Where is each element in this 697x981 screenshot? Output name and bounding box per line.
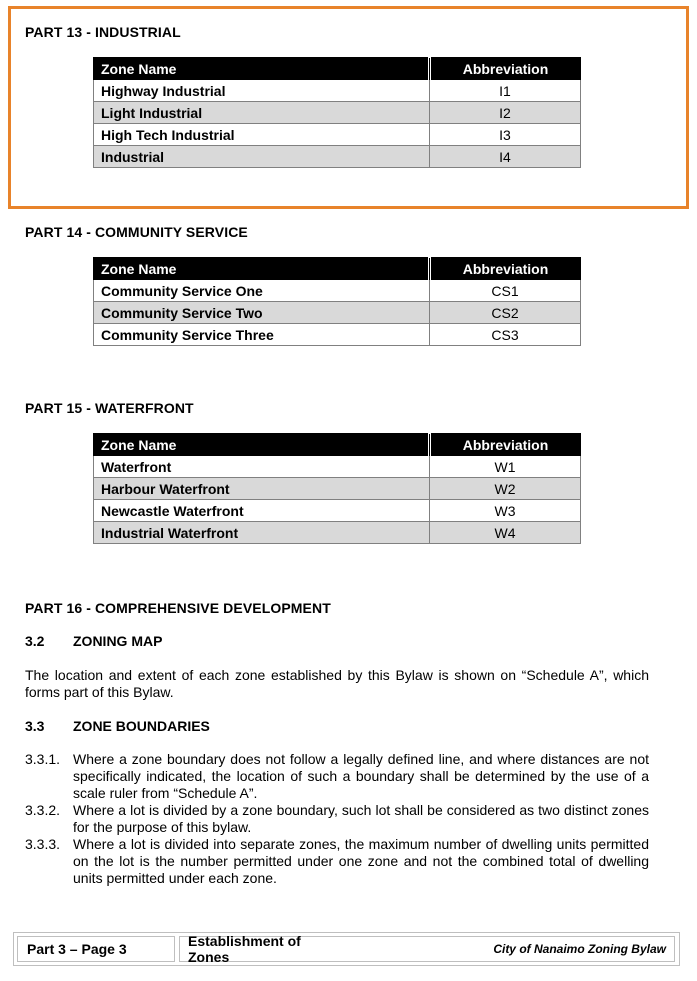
abbreviation-cell: CS3 xyxy=(430,324,581,346)
table-row xyxy=(94,302,581,324)
waterfront-zones-table xyxy=(93,433,581,544)
section-3-2-body: The location and extent of each zone established by this Bylaw is shown on “Schedule A”, which forms part of this Bylaw. xyxy=(25,667,649,700)
abbreviation-cell: I3 xyxy=(430,124,581,146)
abbreviation-cell: W3 xyxy=(430,500,581,522)
list-item-number: 3.3.2. xyxy=(25,802,61,818)
abbreviation-cell: I1 xyxy=(430,80,581,102)
zone-name-cell: Community Service Two xyxy=(94,302,430,324)
part-15-heading: PART 15 - WATERFRONT xyxy=(25,400,194,416)
industrial-zones-table xyxy=(93,57,581,168)
zone-name-cell: Waterfront xyxy=(94,456,430,478)
list-item-number: 3.3.1. xyxy=(25,751,61,767)
abbreviation-cell: W2 xyxy=(430,478,581,500)
zone-name-cell: Light Industrial xyxy=(94,102,430,124)
zone-name-cell: Industrial xyxy=(94,146,430,168)
zone-name-cell: Community Service One xyxy=(94,280,430,302)
footer-section-title: Establishment of Zones xyxy=(179,936,319,962)
part-13-heading: PART 13 - INDUSTRIAL xyxy=(25,24,181,40)
table-header-row xyxy=(94,58,581,80)
part-14-heading: PART 14 - COMMUNITY SERVICE xyxy=(25,224,248,240)
list-item-text: Where a zone boundary does not follow a legally defined line, and where distances are not specifically indicated, the location of such a boundary shall be determined by the use of a scale ruler from “Schedule A”. xyxy=(73,751,649,801)
zone-name-header: Zone Name xyxy=(94,58,430,80)
table-row xyxy=(94,146,581,168)
section-3-3-number: 3.3 xyxy=(25,718,45,734)
footer-page-number: Part 3 – Page 3 xyxy=(17,936,175,962)
list-item-text: Where a lot is divided by a zone boundary, such lot shall be considered as two distinct zones for the purpose of this bylaw. xyxy=(73,802,649,835)
section-3-2-title: ZONING MAP xyxy=(73,633,163,649)
part-16-heading: PART 16 - COMPREHENSIVE DEVELOPMENT xyxy=(25,600,331,616)
table-row xyxy=(94,500,581,522)
table-row xyxy=(94,478,581,500)
table-row xyxy=(94,324,581,346)
table-row xyxy=(94,280,581,302)
abbreviation-cell: I2 xyxy=(430,102,581,124)
abbreviation-header: Abbreviation xyxy=(430,58,581,80)
list-item-text: Where a lot is divided into separate zones, the maximum number of dwelling units permitted on the lot is the number permitted under one zone and not the combined total of dwelling units permitted under each zone. xyxy=(73,836,649,886)
footer-document-title: City of Nanaimo Zoning Bylaw xyxy=(319,936,675,962)
zone-name-cell: Community Service Three xyxy=(94,324,430,346)
section-3-3-title: ZONE BOUNDARIES xyxy=(73,718,210,734)
page-footer xyxy=(13,932,680,966)
table-row xyxy=(94,124,581,146)
abbreviation-cell: I4 xyxy=(430,146,581,168)
abbreviation-cell: CS2 xyxy=(430,302,581,324)
abbreviation-cell: W1 xyxy=(430,456,581,478)
abbreviation-cell: CS1 xyxy=(430,280,581,302)
table-row xyxy=(94,80,581,102)
zone-name-cell: Highway Industrial xyxy=(94,80,430,102)
zone-name-cell: Newcastle Waterfront xyxy=(94,500,430,522)
table-row xyxy=(94,456,581,478)
section-3-2-number: 3.2 xyxy=(25,633,45,649)
zone-name-header: Zone Name xyxy=(94,258,430,280)
list-item-number: 3.3.3. xyxy=(25,836,61,852)
abbreviation-header: Abbreviation xyxy=(430,434,581,456)
abbreviation-cell: W4 xyxy=(430,522,581,544)
table-row xyxy=(94,522,581,544)
table-row xyxy=(94,102,581,124)
zone-name-cell: Harbour Waterfront xyxy=(94,478,430,500)
zone-name-cell: High Tech Industrial xyxy=(94,124,430,146)
zone-name-cell: Industrial Waterfront xyxy=(94,522,430,544)
zone-name-header: Zone Name xyxy=(94,434,430,456)
table-header-row xyxy=(94,258,581,280)
community-service-zones-table xyxy=(93,257,581,346)
abbreviation-header: Abbreviation xyxy=(430,258,581,280)
table-header-row xyxy=(94,434,581,456)
